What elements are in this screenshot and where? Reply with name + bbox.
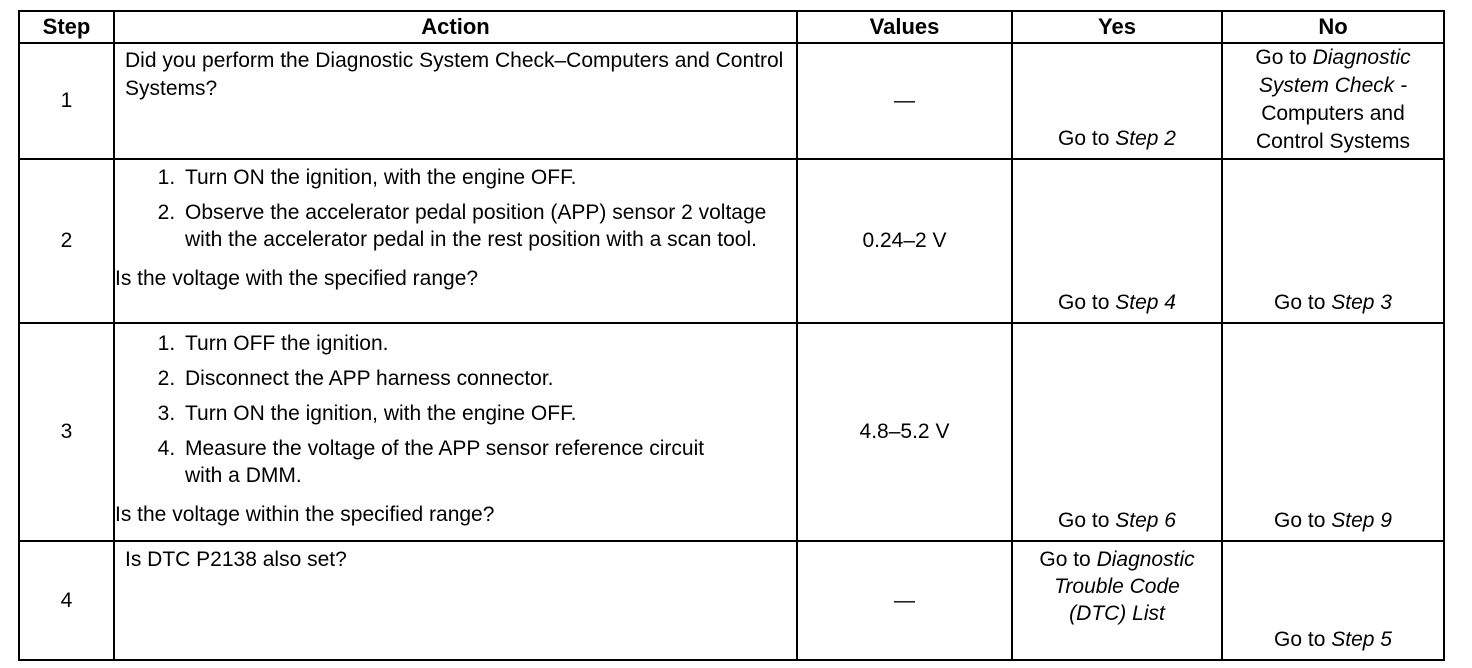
table-row xyxy=(19,541,1444,660)
header-no: No xyxy=(1222,11,1444,43)
no-prefix: Go to xyxy=(1274,628,1332,652)
no-action xyxy=(1223,44,1443,153)
header-step: Step xyxy=(19,11,114,43)
action-step: 1. Turn ON the ignition, with the engine OFF. xyxy=(181,164,788,191)
no-prefix: Go to xyxy=(1274,290,1332,314)
no-cell xyxy=(1222,541,1444,660)
action-step: 4. Measure the voltage of the APP sensor reference circuit with a DMM. xyxy=(181,435,745,489)
yes-prefix: Go to xyxy=(1039,548,1097,572)
no-prefix: Go to xyxy=(1274,508,1332,532)
value-cell: 0.24–2 V xyxy=(797,159,1012,323)
no-link[interactable]: Step 9 xyxy=(1331,508,1392,532)
value-cell: — xyxy=(797,541,1012,660)
no-cell xyxy=(1222,43,1444,159)
no-link[interactable]: Step 3 xyxy=(1331,290,1392,314)
yes-cell xyxy=(1012,323,1222,541)
header-values: Values xyxy=(797,11,1012,43)
action-step: 1. Turn OFF the ignition. xyxy=(181,330,788,357)
action-steps xyxy=(125,330,788,489)
diagnostic-table xyxy=(18,10,1445,661)
table-row xyxy=(19,43,1444,159)
yes-link[interactable]: Step 4 xyxy=(1115,290,1176,314)
header-action: Action xyxy=(114,11,797,43)
action-text: Did you perform the Diagnostic System Check–Computers and Control Systems? xyxy=(125,49,784,100)
yes-cell xyxy=(1012,159,1222,323)
yes-action xyxy=(1013,127,1221,151)
action-steps xyxy=(125,164,788,253)
action-step: 2. Disconnect the APP harness connector. xyxy=(181,365,788,392)
yes-prefix: Go to xyxy=(1058,290,1116,314)
action-question: Is the voltage with the specified range? xyxy=(115,266,479,290)
action-cell xyxy=(114,541,797,660)
yes-link[interactable]: Diagnostic Trouble Code (DTC) List xyxy=(1054,548,1195,626)
yes-cell xyxy=(1012,43,1222,159)
no-link[interactable]: Step 5 xyxy=(1331,628,1392,652)
no-link[interactable]: Diagnostic System Check - xyxy=(1258,46,1411,97)
header-yes: Yes xyxy=(1012,11,1222,43)
step-number: 4 xyxy=(19,541,114,660)
yes-cell xyxy=(1012,541,1222,660)
action-question: Is the voltage within the specified range? xyxy=(115,502,495,526)
no-action xyxy=(1223,291,1443,315)
yes-link[interactable]: Step 2 xyxy=(1115,127,1176,150)
no-cell xyxy=(1222,323,1444,541)
yes-prefix: Go to xyxy=(1058,508,1116,532)
no-action xyxy=(1223,628,1443,652)
action-step: 3. Turn ON the ignition, with the engine OFF. xyxy=(181,400,788,427)
no-suffix: Computers and Control Systems xyxy=(1255,102,1411,153)
no-prefix: Go to xyxy=(1255,46,1313,69)
action-cell xyxy=(114,159,797,323)
no-cell xyxy=(1222,159,1444,323)
step-number: 3 xyxy=(19,323,114,541)
action-text: Is DTC P2138 also set? xyxy=(125,548,347,572)
yes-action xyxy=(1013,509,1221,533)
yes-prefix: Go to xyxy=(1058,127,1116,150)
table-row xyxy=(19,323,1444,541)
action-cell xyxy=(114,43,797,159)
action-step: 2. Observe the accelerator pedal position (APP) sensor 2 voltage with the accelerator pedal in the rest position with a scan tool. xyxy=(181,199,788,253)
step-number: 1 xyxy=(19,43,114,159)
table-row xyxy=(19,159,1444,323)
value-cell: — xyxy=(797,43,1012,159)
header-row xyxy=(19,11,1444,43)
yes-link[interactable]: Step 6 xyxy=(1115,508,1176,532)
step-number: 2 xyxy=(19,159,114,323)
yes-action xyxy=(1013,291,1221,315)
yes-action xyxy=(1013,546,1221,627)
value-cell: 4.8–5.2 V xyxy=(797,323,1012,541)
no-action xyxy=(1223,509,1443,533)
action-cell xyxy=(114,323,797,541)
